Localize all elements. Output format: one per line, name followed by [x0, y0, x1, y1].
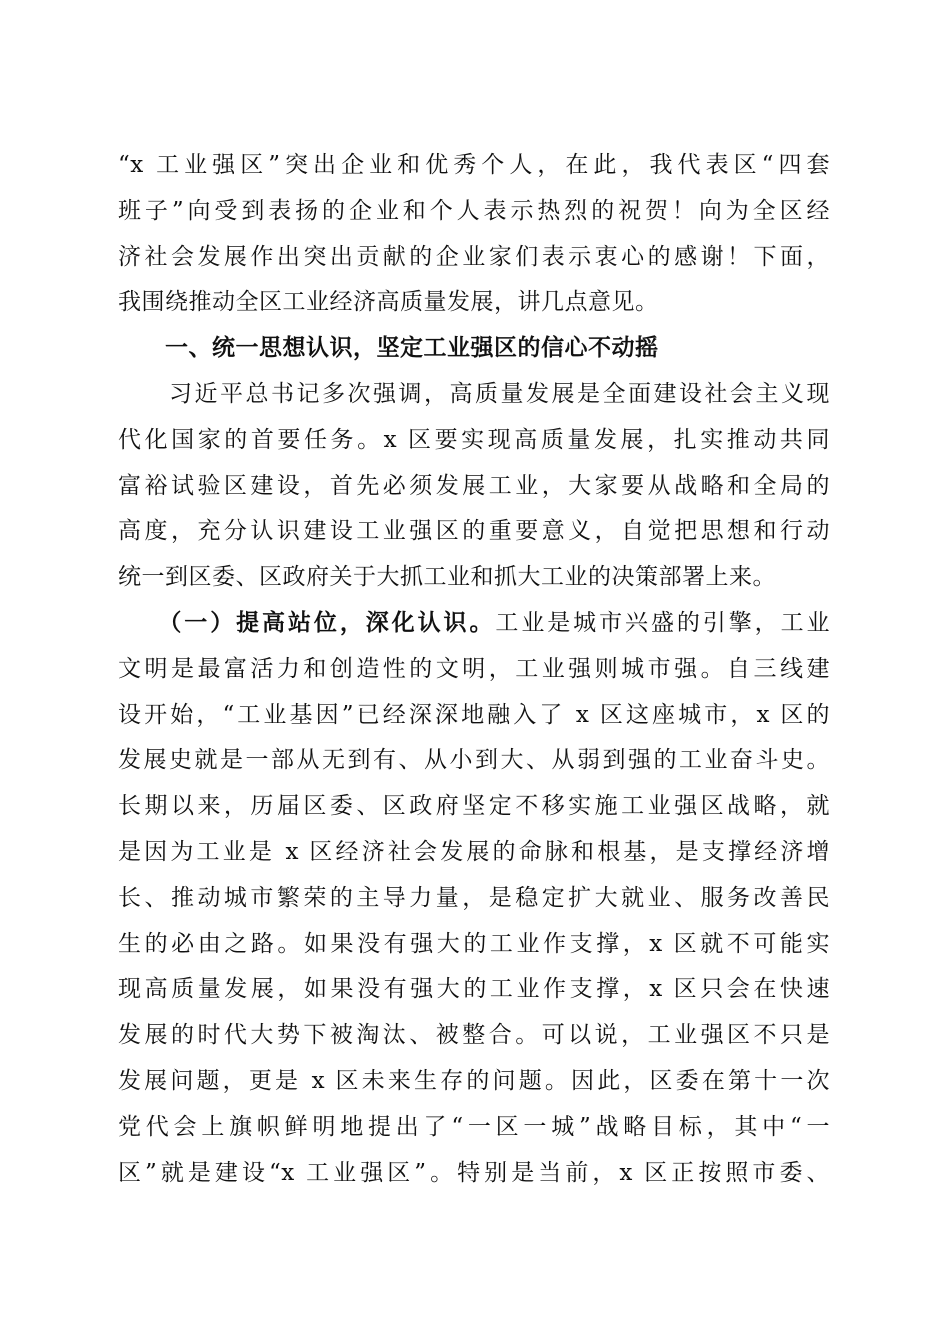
paragraph-line: 济社会发展作出突出贡献的企业家们表示衷心的感谢！下面，: [118, 243, 830, 270]
paragraph-line: “x 工业强区”突出企业和优秀个人，在此，我代表区“四套: [118, 152, 830, 178]
paragraph-line: 区”就是建设“x 工业强区”。特别是当前，x 区正按照市委、: [118, 1159, 830, 1186]
paragraph-line: 文明是最富活力和创造性的文明，工业强则城市强。自三线建: [118, 655, 830, 682]
paragraph-line: 长、推动城市繁荣的主导力量，是稳定扩大就业、服务改善民: [118, 884, 830, 911]
paragraph-line: 习近平总书记多次强调，高质量发展是全面建设社会主义现: [118, 380, 830, 407]
paragraph-line: 班子”向受到表扬的企业和个人表示热烈的祝贺！向为全区经: [118, 197, 830, 224]
paragraph-line: 是因为工业是 x 区经济社会发展的命脉和根基，是支撑经济增: [118, 838, 830, 865]
subsection-first-line: [118, 601, 830, 647]
paragraph-line: 代化国家的首要任务。x 区要实现高质量发展，扎实推动共同: [118, 426, 830, 453]
section-heading: 一、统一思想认识，坚定工业强区的信心不动摇: [118, 335, 659, 362]
paragraph-line: 富裕试验区建设，首先必须发展工业，大家要从战略和全局的: [118, 472, 830, 499]
paragraph-line: 统一到区委、区政府关于大抓工业和抓大工业的决策部署上来。: [118, 564, 776, 591]
paragraph-line: 党代会上旗帜鲜明地提出了“一区一城”战略目标，其中“一: [118, 1113, 830, 1140]
paragraph-line: 我围绕推动全区工业经济高质量发展，讲几点意见。: [118, 289, 659, 316]
document-body: [118, 143, 830, 1196]
paragraph-line: 设开始，“工业基因”已经深深地融入了 x 区这座城市，x 区的: [118, 701, 830, 728]
paragraph-line: 现高质量发展，如果没有强大的工业作支撑，x 区只会在快速: [118, 976, 830, 1003]
subsection-first-line-text: 工业是城市兴盛的引擎，工业: [495, 609, 830, 636]
subsection-heading: （一）提高站位，深化认识。: [118, 609, 496, 636]
paragraph-line: 长期以来，历届区委、区政府坚定不移实施工业强区战略，就: [118, 793, 830, 820]
paragraph-line: 发展问题，更是 x 区未来生存的问题。因此，区委在第十一次: [118, 1067, 830, 1094]
paragraph-line: 发展史就是一部从无到有、从小到大、从弱到强的工业奋斗史。: [118, 747, 830, 774]
paragraph-line: 高度，充分认识建设工业强区的重要意义，自觉把思想和行动: [118, 518, 830, 545]
paragraph-line: 生的必由之路。如果没有强大的工业作支撑，x 区就不可能实: [118, 930, 830, 957]
paragraph-line: 发展的时代大势下被淘汰、被整合。可以说，工业强区不只是: [118, 1022, 830, 1049]
